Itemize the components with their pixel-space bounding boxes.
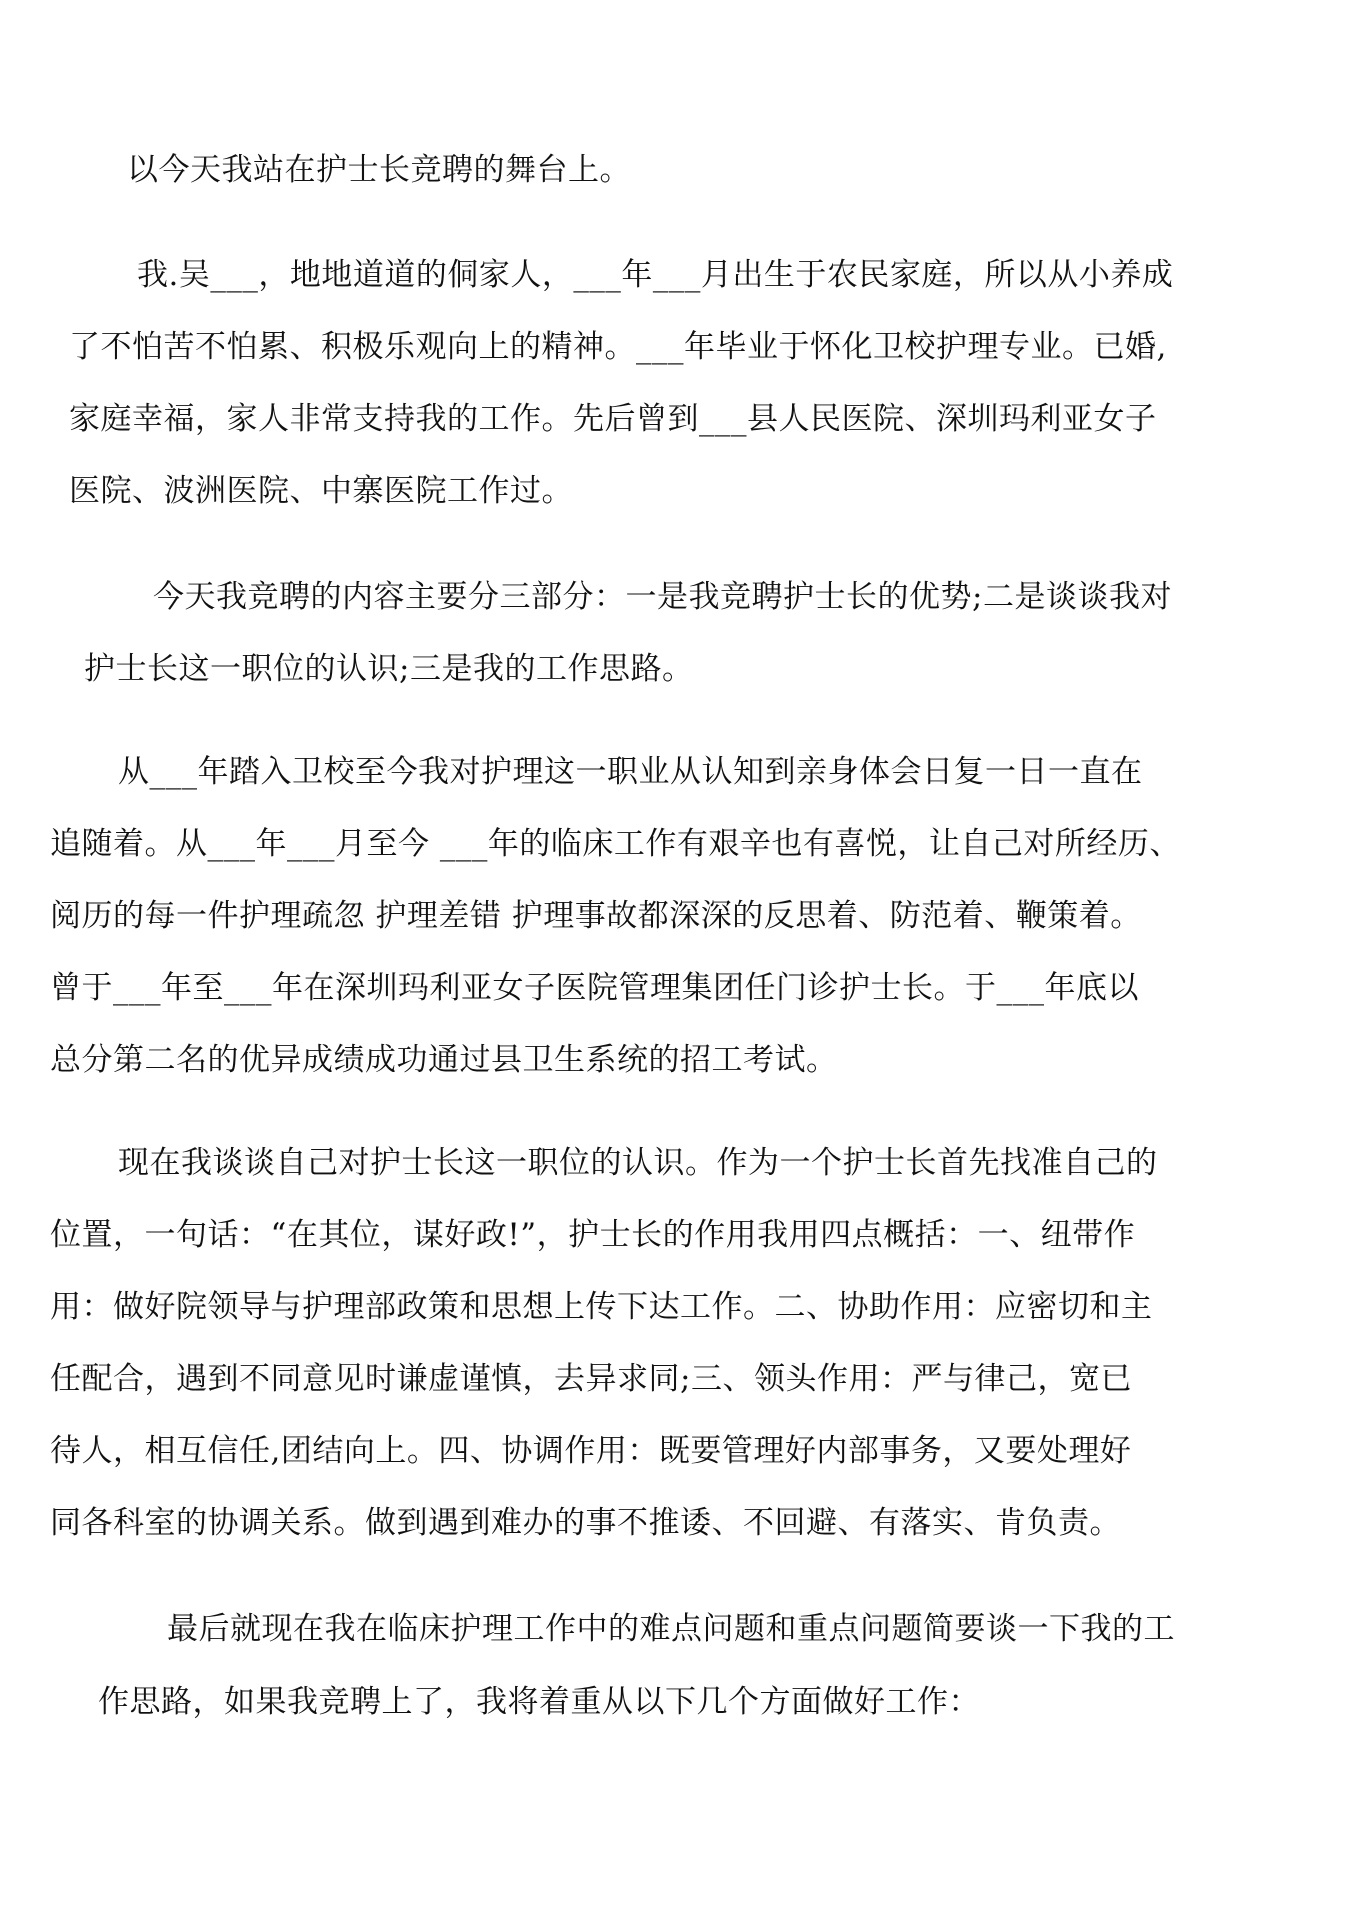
paragraph-line: 医院、波洲医院、中寨医院工作过。: [69, 473, 573, 509]
paragraph-line: 曾于___年至___年在深圳玛利亚女子医院管理集团任门诊护士长。于___年底以: [50, 970, 1139, 1006]
paragraph-line: 阅历的每一件护理疏忽 护理差错 护理事故都深深的反思着、防范着、鞭策着。: [50, 898, 1142, 934]
paragraph-line: 位置，一句话：“在其位，谋好政!”，护士长的作用我用四点概括：一、纽带作: [50, 1217, 1136, 1253]
paragraph-line: 以今天我站在护士长竞聘的舞台上。: [127, 152, 631, 188]
paragraph-line: 任配合，遇到不同意见时谦虚谨慎，去异求同;三、领头作用：严与律己，宽已: [50, 1361, 1132, 1397]
paragraph-line: 了不怕苦不怕累、积极乐观向上的精神。___年毕业于怀化卫校护理专业。已婚,: [69, 329, 1167, 365]
paragraph-line: 同各科室的协调关系。做到遇到难办的事不推诿、不回避、有落实、肯负责。: [50, 1505, 1121, 1541]
paragraph-line: 今天我竞聘的内容主要分三部分：一是我竞聘护士长的优势;二是谈谈我对: [153, 579, 1172, 615]
paragraph-line: 用：做好院领导与护理部政策和思想上传下达工作。二、协助作用：应密切和主: [50, 1289, 1153, 1325]
paragraph-line: 我.吴___，地地道道的侗家人，___年___月出生于农民家庭，所以从小养成: [137, 257, 1174, 293]
paragraph-line: 待人，相互信任,团结向上。四、协调作用：既要管理好内部事务，又要处理好: [50, 1433, 1132, 1469]
paragraph-line: 家庭幸福，家人非常支持我的工作。先后曾到___县人民医院、深圳玛利亚女子: [69, 401, 1157, 437]
paragraph-line: 最后就现在我在临床护理工作中的难点问题和重点问题简要谈一下我的工: [167, 1611, 1175, 1647]
paragraph-line: 追随着。从___年___月至今 ___年的临床工作有艰辛也有喜悦，让自己对所经历、: [50, 826, 1181, 862]
paragraph-line: 作思路，如果我竞聘上了，我将着重从以下几个方面做好工作：: [98, 1684, 980, 1720]
paragraph-line: 总分第二名的优异成绩成功通过县卫生系统的招工考试。: [50, 1042, 838, 1078]
paragraph-line: 现在我谈谈自己对护士长这一职位的认识。作为一个护士长首先找准自己的: [118, 1145, 1158, 1181]
paragraph-line: 从___年踏入卫校至今我对护理这一职业从认知到亲身体会日复一日一直在: [118, 754, 1143, 790]
paragraph-line: 护士长这一职位的认识;三是我的工作思路。: [84, 651, 694, 687]
